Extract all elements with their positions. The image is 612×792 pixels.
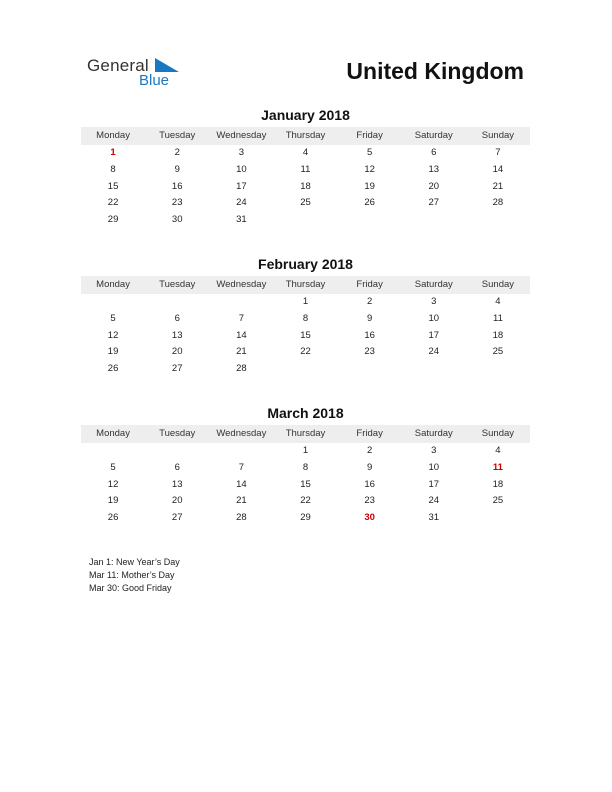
day-cell: 19 (107, 495, 119, 507)
day-cell: 24 (428, 346, 440, 358)
weekday-label: Thursday (285, 428, 326, 439)
generalblue-logo (87, 56, 187, 92)
day-cell: 25 (492, 495, 504, 507)
weekday-label: Tuesday (159, 428, 196, 439)
day-cell: 13 (171, 329, 183, 341)
day-cell: 4 (495, 296, 501, 307)
weekday-label: Saturday (414, 428, 453, 439)
weekday-label: Wednesday (216, 279, 267, 290)
empty-day-cell (145, 443, 209, 460)
weekday-label: Sunday (481, 130, 515, 141)
month-calendar-february (81, 256, 530, 378)
weekday-label: Thursday (285, 279, 326, 290)
day-cell: 6 (174, 312, 180, 324)
day-cell: 21 (236, 495, 247, 507)
day-cell: 26 (107, 363, 119, 375)
empty-day-cell (338, 212, 402, 229)
day-cell: 7 (495, 147, 501, 158)
day-cell: 17 (428, 478, 440, 490)
month-calendar-march (81, 405, 530, 527)
holiday-note: Mar 11: Mother’s Day (89, 570, 175, 581)
day-cell: 28 (236, 512, 247, 524)
day-cell: 25 (492, 346, 504, 358)
day-cell: 16 (364, 478, 375, 490)
day-cell: 10 (428, 461, 440, 473)
weekday-label: Friday (356, 279, 383, 290)
weekday-label: Monday (96, 130, 130, 141)
holiday-note: Jan 1: New Year’s Day (89, 557, 180, 567)
weekday-header (81, 276, 530, 294)
day-cell: 9 (366, 461, 373, 473)
empty-day-cell (273, 361, 337, 378)
empty-day-cell (466, 212, 530, 229)
weekday-label: Monday (96, 428, 130, 439)
day-cell: 19 (107, 346, 119, 358)
day-cell: 28 (492, 197, 504, 209)
day-cell: 22 (300, 495, 311, 507)
day-cell: 11 (492, 312, 503, 324)
day-cell: 20 (428, 180, 440, 192)
day-cell: 2 (366, 445, 373, 456)
weekday-label: Sunday (481, 279, 515, 290)
logo-blue-text: Blue (139, 72, 170, 89)
day-cell: 26 (364, 197, 375, 209)
day-cell: 14 (492, 163, 504, 175)
weekday-header (81, 425, 530, 443)
weekday-label: Monday (96, 279, 130, 290)
day-cell: 17 (428, 329, 440, 341)
day-cell: 15 (107, 180, 119, 192)
day-cell: 6 (431, 147, 437, 158)
empty-day-cell (273, 212, 337, 229)
day-cell: 18 (492, 478, 504, 490)
day-cell: 12 (364, 163, 375, 175)
weekday-label: Friday (356, 130, 383, 141)
day-cell: 2 (366, 296, 373, 307)
days-grid (81, 294, 530, 378)
day-cell: 3 (431, 296, 437, 307)
days-grid (81, 145, 530, 229)
day-cell: 7 (238, 461, 244, 473)
day-cell: 11 (300, 163, 311, 175)
empty-day-cell (466, 510, 530, 527)
day-cell: 5 (110, 312, 116, 324)
weekday-label: Saturday (414, 130, 453, 141)
country-title: United Kingdom (346, 58, 524, 84)
day-cell: 27 (428, 197, 440, 209)
weekday-label: Thursday (285, 130, 326, 141)
day-cell: 6 (174, 461, 180, 473)
day-cell: 27 (171, 363, 183, 375)
empty-day-cell (402, 361, 466, 378)
day-cell: 1 (302, 445, 309, 456)
day-cell: 30 (364, 512, 375, 524)
month-title: March 2018 (267, 405, 344, 421)
day-cell: 8 (302, 312, 309, 324)
holiday-note: Mar 30: Good Friday (89, 583, 172, 594)
empty-day-cell (81, 443, 145, 460)
day-cell: 4 (302, 147, 309, 158)
day-cell: 9 (174, 163, 180, 175)
empty-day-cell (145, 294, 209, 311)
weekday-header (81, 127, 530, 145)
weekday-label: Tuesday (159, 130, 196, 141)
holiday-notes (89, 556, 180, 596)
day-cell: 12 (107, 478, 119, 490)
day-cell: 13 (428, 163, 440, 175)
empty-day-cell (81, 294, 145, 311)
day-cell: 22 (300, 346, 311, 358)
day-cell: 15 (300, 478, 311, 490)
day-cell: 12 (107, 329, 119, 341)
weekday-label: Wednesday (216, 428, 267, 439)
day-cell: 26 (107, 512, 119, 524)
day-cell: 20 (171, 495, 183, 507)
day-cell: 29 (300, 512, 311, 524)
day-cell: 5 (110, 461, 116, 473)
day-cell: 24 (428, 495, 440, 507)
weekday-label: Saturday (414, 279, 453, 290)
logo-general-text: General (87, 56, 149, 75)
day-cell: 3 (238, 147, 244, 158)
day-cell: 18 (300, 180, 311, 192)
day-cell: 16 (364, 329, 375, 341)
day-cell: 21 (492, 180, 504, 192)
day-cell: 23 (171, 197, 183, 209)
empty-day-cell (209, 443, 273, 460)
month-calendar-january (81, 107, 530, 229)
day-cell: 10 (236, 163, 247, 175)
day-cell: 21 (236, 346, 247, 358)
day-cell: 27 (171, 512, 183, 524)
day-cell: 23 (364, 495, 375, 507)
day-cell: 15 (300, 329, 311, 341)
day-cell: 17 (236, 180, 247, 192)
empty-day-cell (338, 361, 402, 378)
day-cell: 18 (492, 329, 504, 341)
day-cell: 24 (236, 197, 247, 209)
day-cell: 1 (110, 147, 116, 158)
month-title: February 2018 (258, 256, 353, 272)
day-cell: 14 (236, 478, 247, 490)
day-cell: 5 (366, 147, 373, 158)
day-cell: 28 (236, 363, 247, 375)
day-cell: 31 (236, 214, 247, 226)
day-cell: 30 (171, 214, 183, 226)
day-cell: 16 (171, 180, 183, 192)
day-cell: 13 (171, 478, 183, 490)
day-cell: 2 (174, 147, 180, 158)
day-cell: 7 (238, 312, 244, 324)
weekday-label: Friday (356, 428, 383, 439)
month-title: January 2018 (261, 107, 350, 123)
day-cell: 4 (495, 445, 501, 456)
day-cell: 9 (366, 312, 373, 324)
day-cell: 1 (302, 296, 309, 307)
days-grid (81, 443, 530, 527)
day-cell: 22 (107, 197, 119, 209)
day-cell: 3 (431, 445, 437, 456)
weekday-label: Tuesday (159, 279, 196, 290)
day-cell: 19 (364, 180, 375, 192)
day-cell: 10 (428, 312, 440, 324)
empty-day-cell (466, 361, 530, 378)
day-cell: 25 (300, 197, 311, 209)
day-cell: 14 (236, 329, 247, 341)
day-cell: 23 (364, 346, 375, 358)
day-cell: 8 (110, 163, 116, 175)
day-cell: 8 (302, 461, 309, 473)
day-cell: 29 (107, 214, 119, 226)
weekday-label: Sunday (481, 428, 515, 439)
day-cell: 31 (428, 512, 440, 524)
day-cell: 20 (171, 346, 183, 358)
empty-day-cell (402, 212, 466, 229)
empty-day-cell (209, 294, 273, 311)
day-cell: 11 (492, 461, 503, 473)
weekday-label: Wednesday (216, 130, 267, 141)
